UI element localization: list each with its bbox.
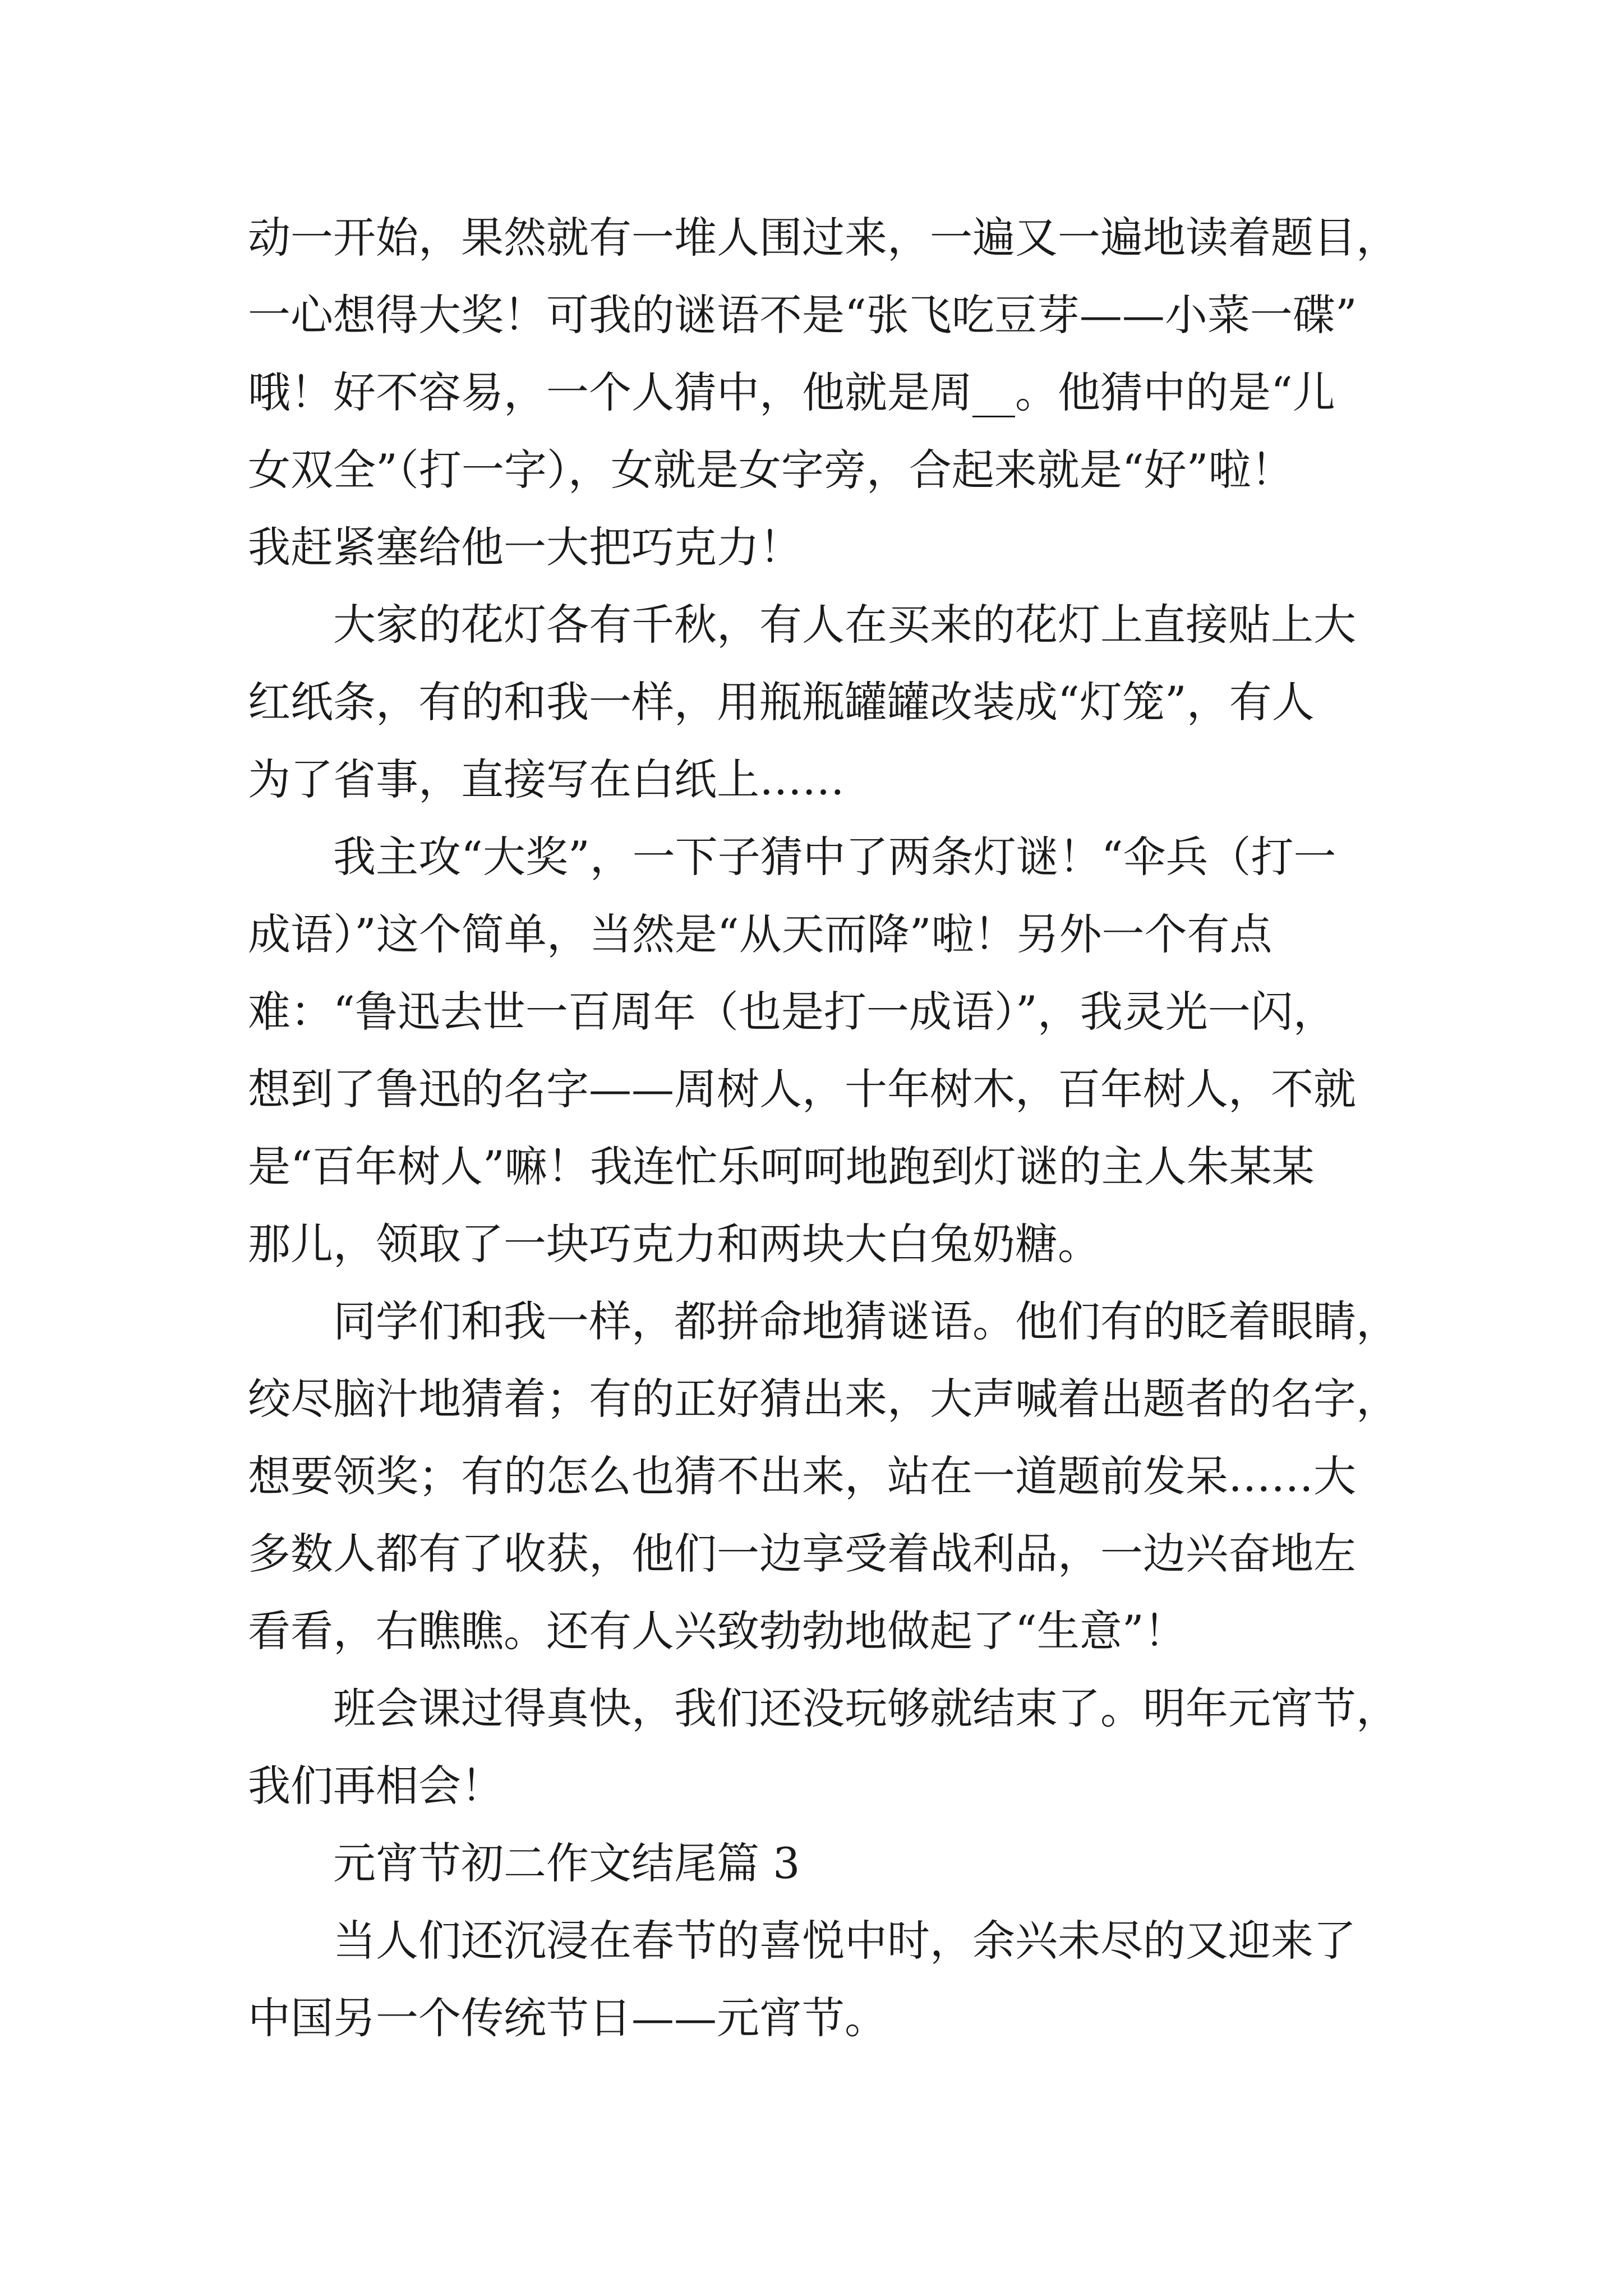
paragraph-3	[248, 818, 1431, 1283]
text-line: 想要领奖；有的怎么也猜不出来，站在一道题前发呆……大	[248, 1451, 1356, 1501]
document-body	[248, 199, 1431, 2057]
text-line: 哦！好不容易，一个人猜中，他就是周__。他猜中的是“儿	[248, 367, 1335, 417]
section-heading: 元宵节初二作文结尾篇 3	[333, 1838, 800, 1888]
text-line: 那儿，领取了一块巧克力和两块大白兔奶糖。	[248, 1219, 1100, 1269]
text-line: 中国另一个传统节日——元宵节。	[248, 1993, 887, 2043]
text-line: 动一开始，果然就有一堆人围过来，一遍又一遍地读着题目，	[248, 213, 1399, 263]
text-line: 班会课过得真快，我们还没玩够就结束了。明年元宵节，	[333, 1683, 1399, 1733]
text-line: 红纸条，有的和我一样，用瓶瓶罐罐改装成“灯笼”，有人	[248, 677, 1315, 727]
text-line: 我赶紧塞给他一大把巧克力！	[248, 522, 802, 572]
text-line: 我们再相会！	[248, 1761, 504, 1811]
text-line: 多数人都有了收获，他们一边享受着战利品，一边兴奋地左	[248, 1529, 1356, 1579]
text-line: 为了省事，直接写在白纸上……	[248, 754, 845, 804]
text-line: 难：“鲁迅去世一百周年（也是打一成语）”，我灵光一闪，	[248, 987, 1336, 1037]
text-line: 是“百年树人”嘛！我连忙乐呵呵地跑到灯谜的主人朱某某	[248, 1142, 1315, 1191]
text-line: 看看，右瞧瞧。还有人兴致勃勃地做起了“生意”！	[248, 1606, 1187, 1656]
text-line: 大家的花灯各有千秋，有人在买来的花灯上直接贴上大	[333, 600, 1356, 650]
text-line: 成语）”这个简单，当然是“从天而降”啦！另外一个有点	[248, 909, 1272, 959]
text-line: 当人们还沉浸在春节的喜悦中时，余兴未尽的又迎来了	[333, 1916, 1356, 1966]
paragraph-6	[248, 1902, 1431, 2057]
text-line: 女双全”（打一字），女就是女字旁，合起来就是“好”啦！	[248, 445, 1294, 495]
paragraph-1	[248, 199, 1431, 586]
text-line: 我主攻“大奖”，一下子猜中了两条灯谜！“伞兵（打一	[333, 832, 1336, 882]
text-line: 一心想得大奖！可我的谜语不是“张飞吃豆芽——小菜一碟”	[248, 290, 1357, 340]
paragraph-2	[248, 586, 1431, 818]
text-line: 同学们和我一样，都拼命地猜谜语。他们有的眨着眼睛，	[333, 1296, 1399, 1346]
paragraph-5	[248, 1670, 1431, 1825]
text-line: 绞尽脑汁地猜着；有的正好猜出来，大声喊着出题者的名字，	[248, 1374, 1399, 1424]
text-line: 想到了鲁迅的名字——周树人，十年树木，百年树人，不就	[248, 1064, 1356, 1114]
paragraph-4	[248, 1283, 1431, 1670]
